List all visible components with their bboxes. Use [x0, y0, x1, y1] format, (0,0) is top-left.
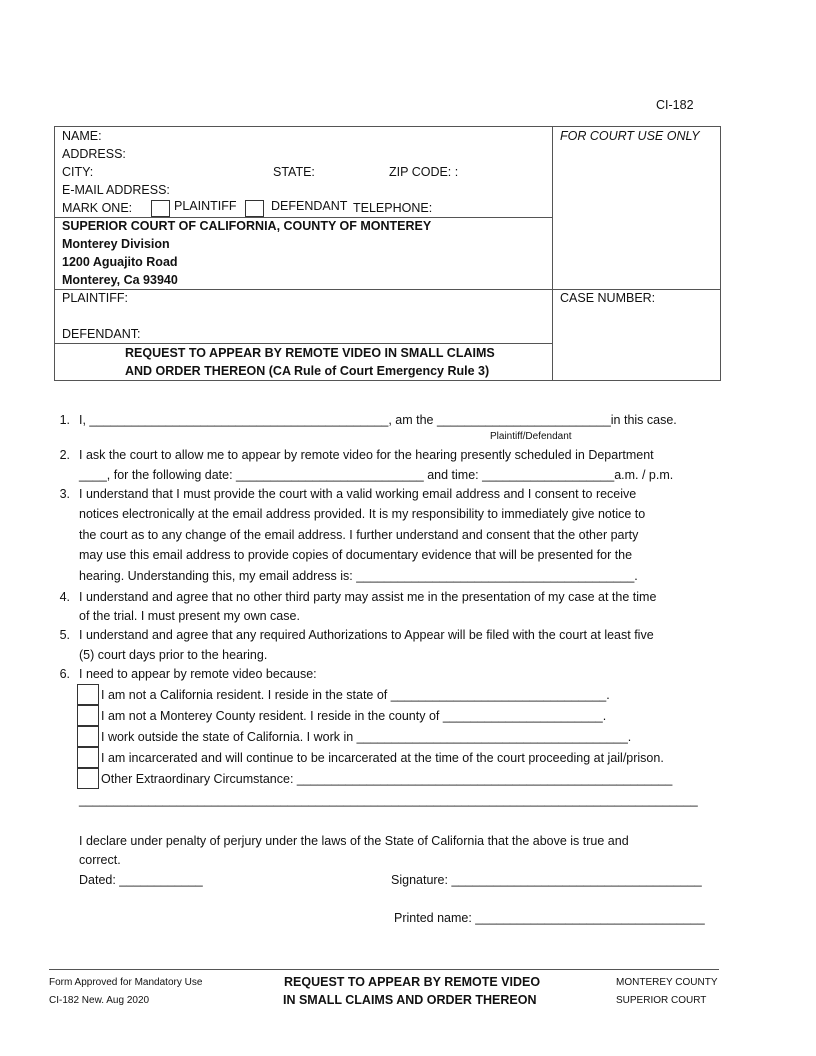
- option-checkbox-not-ca-resident[interactable]: [77, 684, 99, 705]
- court-division: Monterey Division: [62, 237, 170, 251]
- court-city: Monterey, Ca 93940: [62, 273, 178, 287]
- item2-line2[interactable]: ____, for the following date: ___________________________ and time: ___________________a.m. / p.m.: [79, 468, 674, 482]
- dated-field[interactable]: Dated: ____________: [79, 873, 203, 887]
- court-name: SUPERIOR COURT OF CALIFORNIA, COUNTY OF MONTEREY: [62, 219, 432, 233]
- signature-field[interactable]: Signature: ____________________________________: [391, 873, 702, 887]
- item4-line1: I understand and agree that no other third party may assist me in the presentation of my case at the time: [79, 590, 657, 604]
- divider-parties-title: [54, 343, 553, 344]
- item-number: 1.: [59, 413, 70, 427]
- case-number-field[interactable]: CASE NUMBER:: [560, 291, 656, 305]
- court-street: 1200 Aguajito Road: [62, 255, 178, 269]
- city-field[interactable]: CITY:: [62, 165, 94, 179]
- option-checkbox-other[interactable]: [77, 768, 99, 789]
- item3-line2: notices electronically at the email address provided. It is my responsibility to immediately give notice to: [79, 507, 646, 521]
- name-field[interactable]: NAME:: [62, 129, 102, 143]
- telephone-field[interactable]: TELEPHONE:: [353, 201, 433, 215]
- defendant-field[interactable]: DEFENDANT:: [62, 327, 141, 341]
- state-field[interactable]: STATE:: [273, 165, 315, 179]
- item5-line1: I understand and agree that any required Authorizations to Appear will be filed with the court at least five: [79, 628, 654, 642]
- defendant-checkbox[interactable]: [245, 200, 264, 217]
- plaintiff-checkbox[interactable]: [151, 200, 170, 217]
- footer-court: SUPERIOR COURT: [616, 995, 707, 1006]
- item-number: 3.: [59, 487, 70, 501]
- divider-court-parties: [54, 289, 721, 290]
- address-field[interactable]: ADDRESS:: [62, 147, 126, 161]
- item-number: 2.: [59, 448, 70, 462]
- footer-title-line2: IN SMALL CLAIMS AND ORDER THEREON: [283, 993, 537, 1007]
- option-other-circumstance[interactable]: Other Extraordinary Circumstance: ______________________________________________________: [101, 772, 673, 786]
- item3-line5[interactable]: hearing. Understanding this, my email address is: ________________________________________.: [79, 569, 638, 583]
- footer-title-line1: REQUEST TO APPEAR BY REMOTE VIDEO: [284, 975, 541, 989]
- option-work-outside-ca[interactable]: I work outside the state of California. I work in _______________________________________.: [101, 730, 632, 744]
- footer-approved: Form Approved for Mandatory Use: [49, 977, 203, 988]
- item1-caption: Plaintiff/Defendant: [490, 431, 572, 442]
- item2-line1: I ask the court to allow me to appear by remote video for the hearing presently scheduled in Department: [79, 448, 654, 462]
- option-checkbox-work-outside-ca[interactable]: [77, 726, 99, 747]
- item-number: 4.: [59, 590, 70, 604]
- option-other-continuation[interactable]: _________________________________________________________________________________________: [79, 793, 698, 807]
- footer-form-number: CI-182 New. Aug 2020: [49, 995, 150, 1006]
- option-not-county-resident[interactable]: I am not a Monterey County resident. I reside in the county of _______________________.: [101, 709, 607, 723]
- option-checkbox-not-county-resident[interactable]: [77, 705, 99, 726]
- plaintiff-field[interactable]: PLAINTIFF:: [62, 291, 128, 305]
- option-not-ca-resident[interactable]: I am not a California resident. I reside in the state of _______________________________.: [101, 688, 610, 702]
- defendant-option-label: DEFENDANT: [271, 199, 348, 213]
- item-number: 6.: [59, 667, 70, 681]
- item4-line2: of the trial. I must present my own case.: [79, 609, 300, 623]
- declaration-line2: correct.: [79, 853, 121, 867]
- footer-divider: [49, 969, 719, 970]
- mark-one-label: MARK ONE:: [62, 201, 133, 215]
- item-number: 5.: [59, 628, 70, 642]
- option-incarcerated[interactable]: I am incarcerated and will continue to be incarcerated at the time of the court proceeding at jail/prison.: [101, 751, 664, 765]
- email-field[interactable]: E-MAIL ADDRESS:: [62, 183, 170, 197]
- item3-line3: the court as to any change of the email address. I further understand and consent that the other party: [79, 528, 639, 542]
- item6-text: I need to appear by remote video because:: [79, 667, 317, 681]
- court-use-only-label: FOR COURT USE ONLY: [560, 129, 700, 143]
- item1-text[interactable]: I, ___________________________________________, am the _________________________in this case.: [79, 413, 677, 427]
- printed-name-field[interactable]: Printed name: _________________________________: [394, 911, 705, 925]
- divider-party-court: [54, 217, 553, 218]
- footer-county: MONTEREY COUNTY: [616, 977, 718, 988]
- declaration-line1: I declare under penalty of perjury under the laws of the State of California that the above is true and: [79, 834, 629, 848]
- plaintiff-option-label: PLAINTIFF: [174, 199, 237, 213]
- form-title-line1: REQUEST TO APPEAR BY REMOTE VIDEO IN SMALL CLAIMS: [125, 346, 495, 360]
- item3-line1: I understand that I must provide the court with a valid working email address and I consent to receive: [79, 487, 637, 501]
- item3-line4: may use this email address to provide copies of documentary evidence that will be presented for the: [79, 548, 633, 562]
- zip-field[interactable]: ZIP CODE: :: [389, 165, 459, 179]
- option-checkbox-incarcerated[interactable]: [77, 747, 99, 768]
- form-id: CI-182: [656, 98, 694, 112]
- item5-line2: (5) court days prior to the hearing.: [79, 648, 268, 662]
- form-title-line2: AND ORDER THEREON (CA Rule of Court Emergency Rule 3): [125, 364, 490, 378]
